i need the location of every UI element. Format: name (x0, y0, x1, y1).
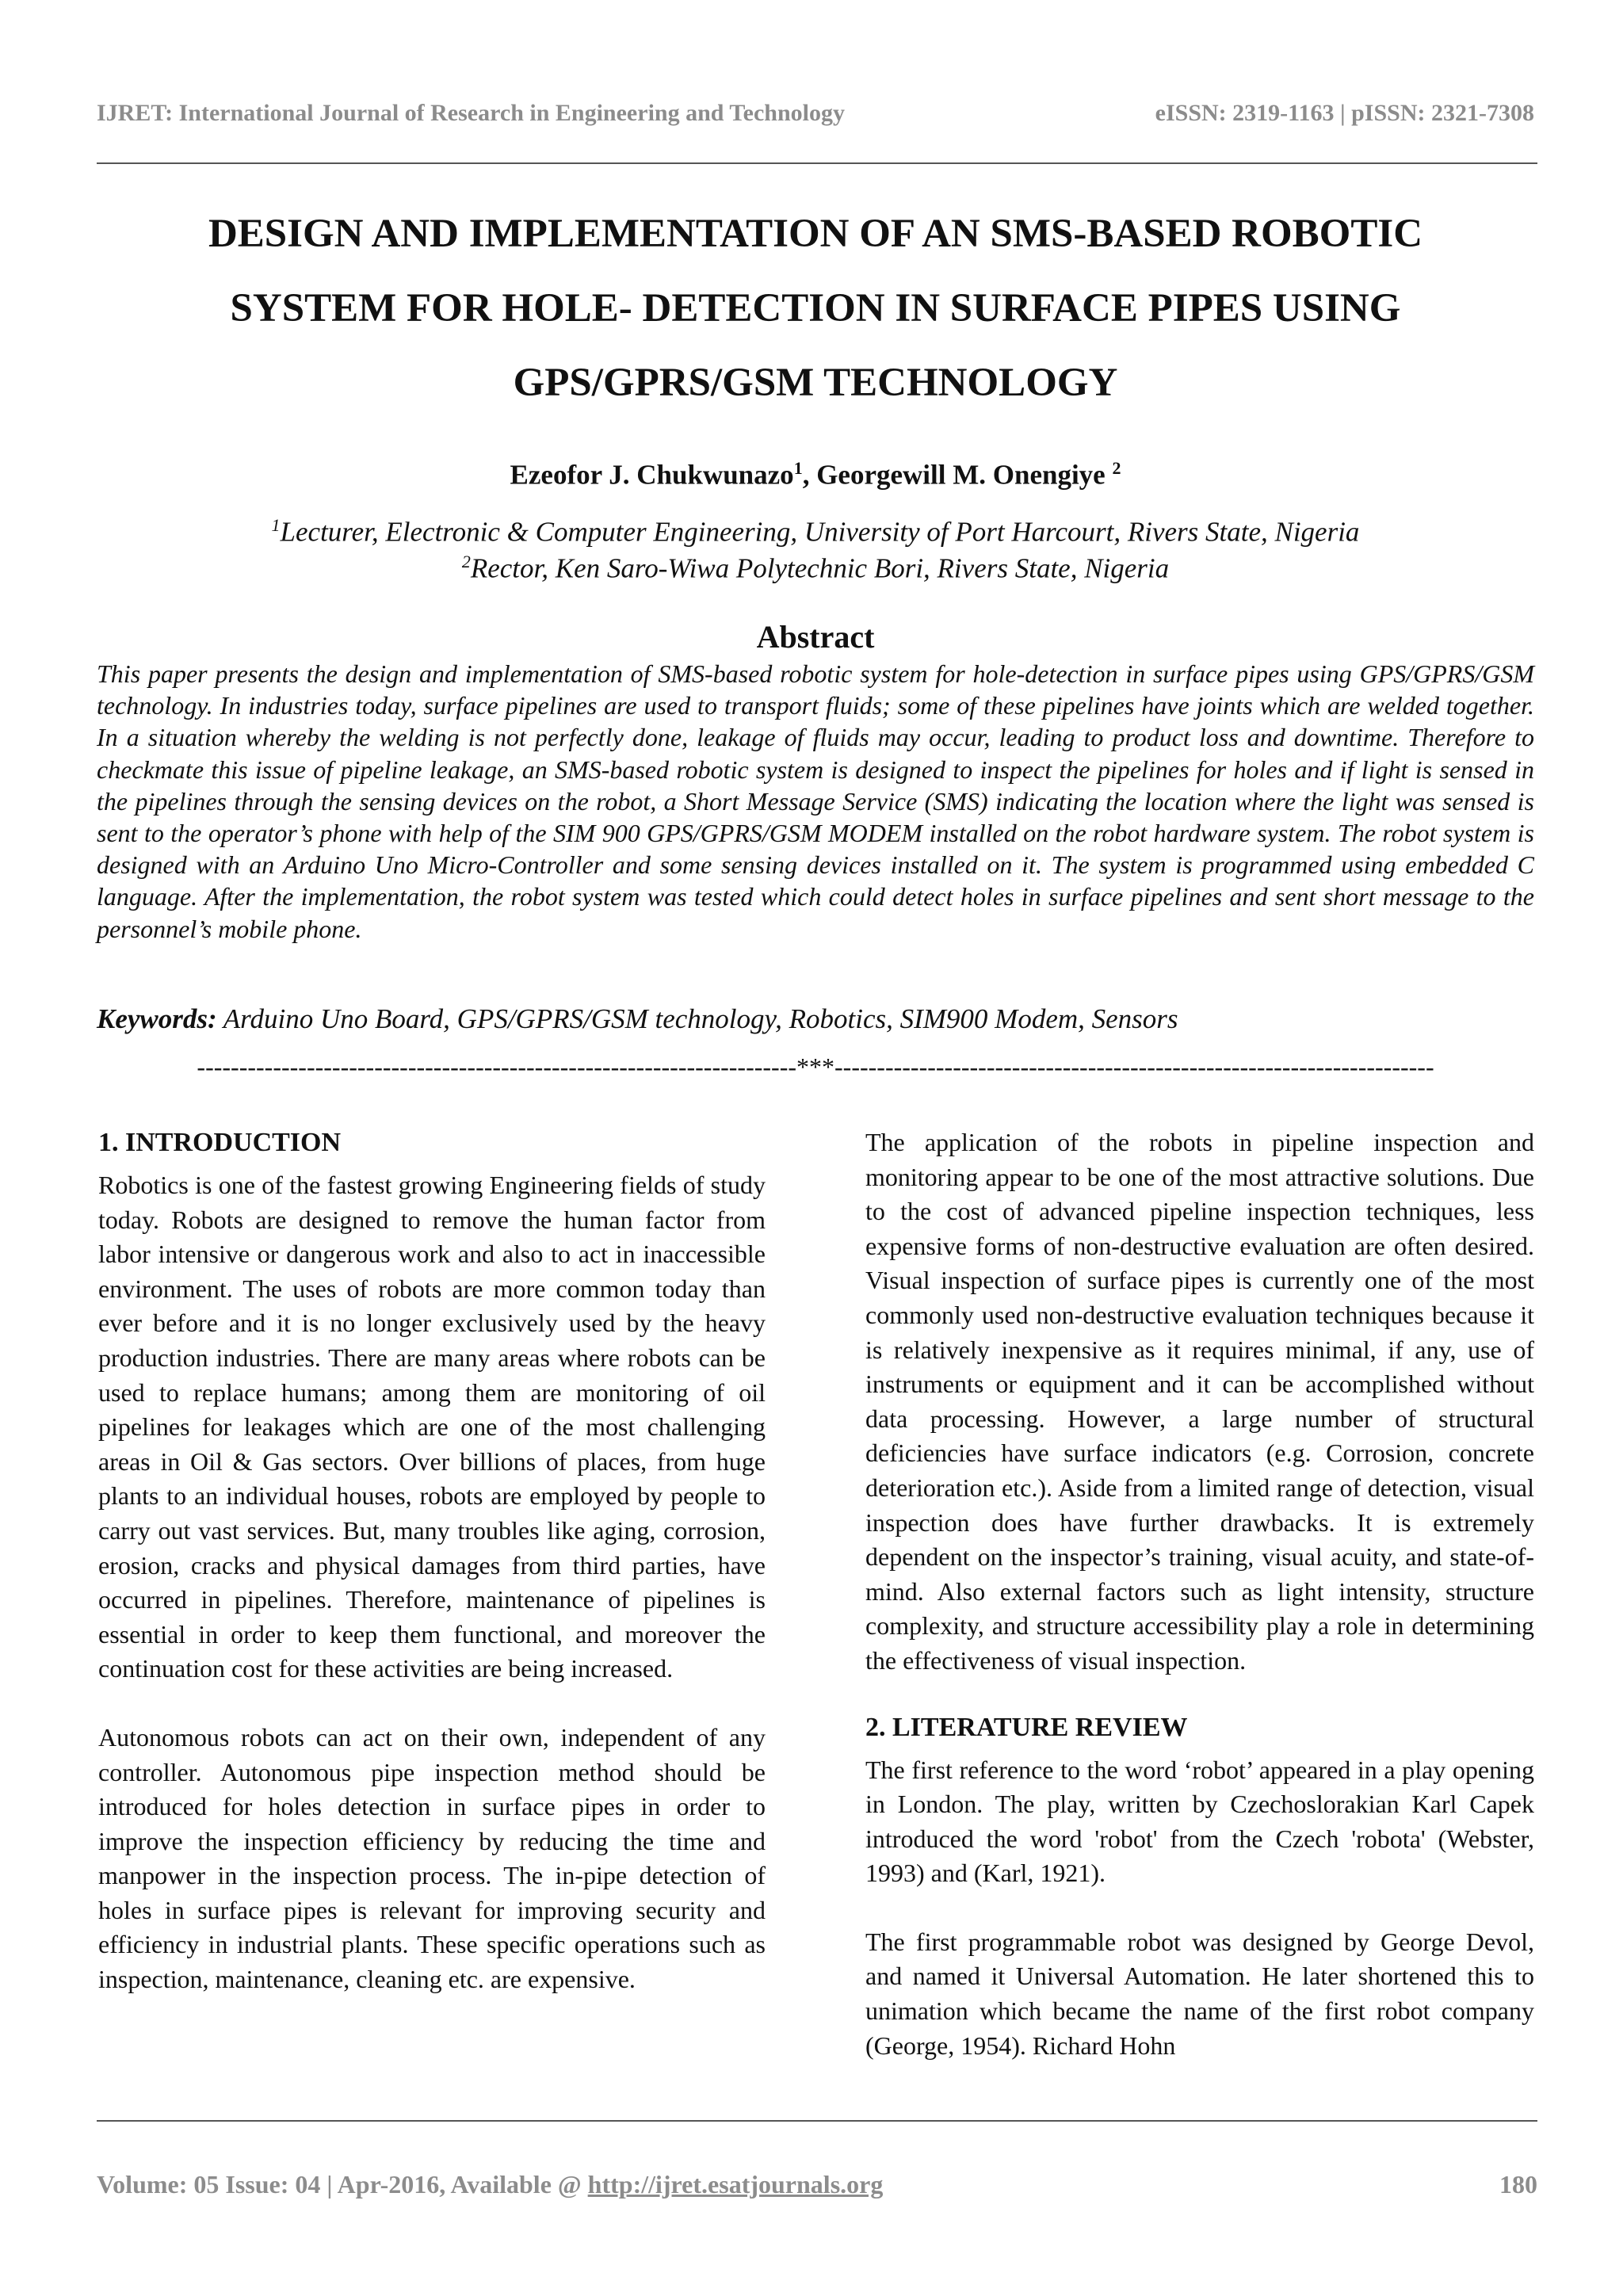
affiliation-2-text: Rector, Ken Saro-Wiwa Polytechnic Bori, Rivers State, Nigeria (470, 552, 1170, 584)
footer-volume-text: Volume: 05 Issue: 04 | Apr-2016, Available @ (97, 2170, 588, 2199)
section-separator: -----------------------------------------------------------------------***----------------------------------------------------------------------- (197, 1052, 1434, 1081)
literature-review-heading: 2. LITERATURE REVIEW (865, 1712, 1188, 1742)
running-header (97, 100, 1534, 135)
author-2-mark: 2 (1112, 458, 1121, 478)
paper-title (95, 197, 1536, 420)
introduction-paragraph-3: The application of the robots in pipeline inspection and monitoring appear to be one of the most attractive solutions. Due to the cost of advanced pipeline inspection techniques, less expensive forms of non-destructive evaluation are often desired. Visual inspection of surface pipes is currently one of the most commonly used non-destructive evaluation techniques because it is relatively inexpensive as it requires minimal, if any, use of instruments or equipment and it can be accomplished without data processing. However, a large number of structural deficiencies have surface indicators (e.g. Corrosion, concrete deterioration etc.). Aside from a limited range of detection, visual inspection does have further drawbacks. It is extremely dependent on the inspector’s training, visual acuity, and state-of-mind. Also external factors such as light intensity, structure complexity, and structure accessibility play a role in determining the effectiveness of visual inspection. (865, 1128, 1534, 1675)
keywords-text: Arduino Uno Board, GPS/GPRS/GSM technology, Robotics, SIM900 Modem, Sensors (216, 1003, 1178, 1034)
journal-link[interactable]: http://ijret.esatjournals.org (587, 2170, 884, 2199)
affiliation-2 (95, 552, 1536, 585)
affiliation-1 (95, 515, 1536, 548)
introduction-paragraph-2: Autonomous robots can act on their own, independent of any controller. Autonomous pipe inspection method should be introduced for holes detection in surface pipes in order to improve the inspection efficiency by reducing the time and manpower in the inspection process. The in-pipe detection of holes in surface pipes is relevant for improving security and efficiency in industrial plants. These specific operations such as inspection, maintenance, cleaning etc. are expensive. (98, 1722, 766, 1994)
affiliation-2-mark: 2 (461, 552, 471, 571)
author-1-mark: 1 (793, 458, 803, 478)
author-list (95, 458, 1536, 491)
footer-volume (97, 2170, 883, 2199)
affiliation-1-text: Lecturer, Electronic & Computer Engineering, University of Port Harcourt, Rivers State, Nigeria (280, 516, 1360, 548)
footer-divider (97, 2120, 1537, 2122)
abstract-heading: Abstract (756, 619, 875, 655)
title-line-2: SYSTEM FOR HOLE- DETECTION IN SURFACE PIPES USING (230, 286, 1401, 330)
author-separator: , (802, 459, 817, 491)
keywords (97, 1003, 1534, 1035)
journal-name: IJRET: International Journal of Research in Engineering and Technology (97, 100, 846, 126)
introduction-heading: 1. INTRODUCTION (98, 1128, 342, 1157)
introduction-paragraph-1: Robotics is one of the fastest growing Engineering fields of study today. Robots are designed to remove the human factor from labor intensive or dangerous work and also to act in inaccessible environment. The uses of robots are more common today than ever before and it is no longer exclusively used by the heavy production industries. There are many areas where robots can be used to replace humans; among them are monitoring of oil pipelines for leakages which are one of the most challenging areas in Oil & Gas sectors. Over billions of places, from huge plants to an individual houses, robots are employed by people to carry out vast services. But, many troubles like aging, corrosion, erosion, cracks and physical damages from third parties, have occurred in pipelines. Therefore, maintenance of pipelines is essential in order to keep them functional, and moreover the continuation cost for these activities are being increased. (98, 1171, 766, 1683)
left-column (98, 1125, 766, 1997)
affiliation-1-mark: 1 (271, 515, 281, 535)
right-column (865, 1125, 1534, 2063)
title-line-1: DESIGN AND IMPLEMENTATION OF AN SMS-BASED ROBOTIC (208, 212, 1423, 256)
literature-paragraph-1: The first reference to the word ‘robot’ appeared in a play opening in London. The play, written by Czechoslorakian Karl Capek introduced the word 'robot' from the Czech 'robota' (Webster, 1993) and (Karl, 1921). (865, 1755, 1534, 1888)
page-number: 180 (1499, 2170, 1537, 2199)
literature-paragraph-2: The first programmable robot was designed by George Devol, and named it Universal Automation. He later shortened this to unimation which became the name of the first robot company (George, 1954). Richard Hohn (865, 1927, 1534, 2060)
author-1-name: Ezeofor J. Chukwunazo (510, 459, 794, 491)
issn-numbers: eISSN: 2319-1163 | pISSN: 2321-7308 (1155, 100, 1534, 126)
title-line-3: GPS/GPRS/GSM TECHNOLOGY (513, 361, 1118, 405)
keywords-label: Keywords: (97, 1003, 217, 1034)
abstract-text: This paper presents the design and implementation of SMS-based robotic system for hole-detection in surface pipes using GPS/GPRS/GSM technology. In industries today, surface pipelines are used to transport fluids; some of these pipelines have joints which are welded together. In a situation whereby the welding is not perfectly done, leakage of fluids may occur, leading to product loss and downtime. Therefore to checkmate this issue of pipeline leakage, an SMS-based robotic system is designed to inspect the pipelines for holes and if light is sensed in the pipelines through the sensing devices on the robot, a Short Message Service (SMS) indicating the location where the light was sensed is sent to the operator’s phone with help of the SIM 900 GPS/GPRS/GSM MODEM installed on the robot hardware system. The robot system is designed with an Arduino Uno Micro-Controller and some sensing devices installed on it. The system is programmed using embedded C language. After the implementation, the robot system was tested which could detect holes in surface pipelines and sent short message to the personnel’s mobile phone. (97, 659, 1534, 943)
header-divider (97, 162, 1537, 164)
author-2-name: Georgewill M. Onengiye (816, 459, 1113, 491)
